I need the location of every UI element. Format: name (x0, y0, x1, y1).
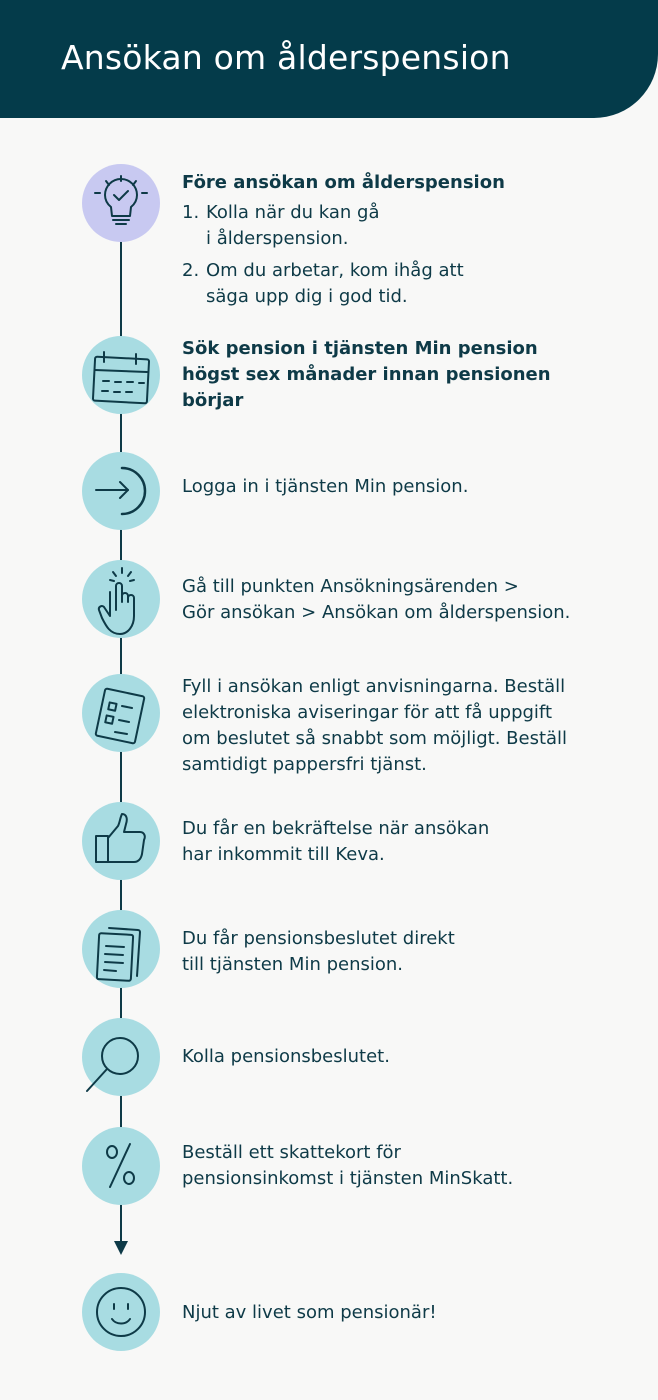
step-5-line: om beslutet så snabbt som möjligt. Beställ (182, 728, 568, 749)
step-2-line: börjar (182, 390, 244, 411)
step-10-circle (82, 1273, 160, 1351)
step-6-text (182, 816, 489, 868)
documents-icon (82, 910, 160, 988)
step-9-circle (82, 1127, 160, 1205)
step-2-text (182, 336, 551, 414)
step-4-circle (82, 560, 160, 638)
list-item-line: Kolla när du kan gå (206, 202, 380, 223)
step-9-line: pensionsinkomst i tjänsten MinSkatt. (182, 1168, 514, 1189)
step-2-line: Sök pension i tjänsten Min pension (182, 338, 538, 359)
step-9-text (182, 1140, 513, 1192)
step-5-line: elektroniska aviseringar för att få uppgift (182, 702, 553, 723)
thumbs-up-icon (82, 802, 160, 880)
step-4-line: Gå till punkten Ansökningsärenden > (182, 576, 519, 597)
step-1-heading: Före ansökan om ålderspension (182, 172, 505, 193)
step-9-line: Beställ ett skattekort för (182, 1142, 401, 1163)
list-item (182, 200, 464, 252)
step-7-text (182, 926, 455, 978)
lightbulb-check-icon (82, 164, 160, 242)
step-2-line: högst sex månader innan pensionen (182, 364, 551, 385)
list-item-number: 1. (182, 202, 200, 223)
step-3-line: Logga in i tjänsten Min pension. (182, 476, 469, 497)
step-3-text (182, 474, 468, 500)
step-7-circle (82, 910, 160, 988)
header-banner (0, 0, 658, 118)
step-5-line: Fyll i ansökan enligt anvisningarna. Beställ (182, 676, 566, 697)
step-6-line: har inkommit till Keva. (182, 844, 385, 865)
list-item-line: i ålderspension. (206, 228, 349, 249)
step-7-line: Du får pensionsbeslutet direkt (182, 928, 455, 949)
step-5-line: samtidigt pappersfri tjänst. (182, 754, 427, 775)
step-7-line: till tjänsten Min pension. (182, 954, 404, 975)
step-4-line: Gör ansökan > Ansökan om ålderspension. (182, 602, 571, 623)
step-1-circle (82, 164, 160, 242)
step-2-circle (82, 336, 160, 414)
step-10-line: Njut av livet som pensionär! (182, 1302, 437, 1323)
form-icon (82, 674, 160, 752)
login-arrow-icon (82, 452, 160, 530)
page-title: Ansökan om ålderspension (61, 38, 511, 77)
list-item-line: säga upp dig i god tid. (206, 286, 408, 307)
calendar-icon (82, 336, 160, 414)
list-item (182, 258, 464, 310)
list-item-number: 2. (182, 260, 200, 281)
step-8-text (182, 1044, 390, 1070)
pointing-hand-icon (82, 560, 160, 638)
step-8-circle (82, 1018, 160, 1096)
step-10-text (182, 1300, 437, 1326)
step-6-line: Du får en bekräftelse när ansökan (182, 818, 490, 839)
step-5-circle (82, 674, 160, 752)
timeline-arrow-icon (114, 1241, 128, 1255)
step-3-circle (82, 452, 160, 530)
step-6-circle (82, 802, 160, 880)
step-5-text (182, 674, 567, 778)
step-4-text (182, 574, 570, 626)
step-8-line: Kolla pensionsbeslutet. (182, 1046, 390, 1067)
smiley-icon (82, 1273, 160, 1351)
step-1-list (182, 200, 464, 316)
percent-icon (82, 1127, 160, 1205)
magnifier-icon (82, 1018, 160, 1096)
list-item-line: Om du arbetar, kom ihåg att (206, 260, 464, 281)
